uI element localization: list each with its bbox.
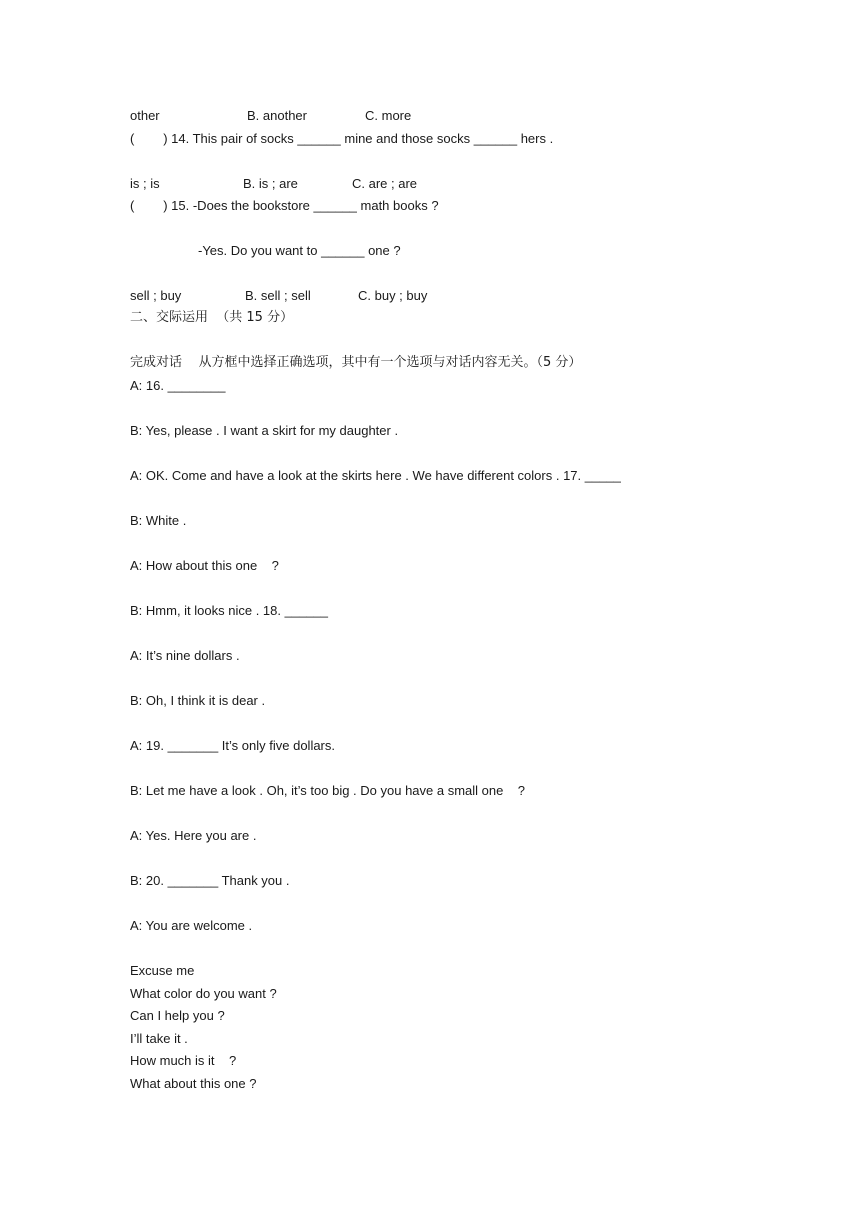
- q15-option-b: B. sell ; sell: [245, 288, 311, 303]
- q13-options: [130, 107, 412, 125]
- dialogue-line: A: 16. ________: [130, 378, 226, 393]
- dialogue-line: A: OK. Come and have a look at the skirts here . We have different colors . 17. _____: [130, 468, 621, 483]
- section-instructions: 完成对话 从方框中选择正确选项，其中有一个选项与对话内容无关。（5 分）: [130, 355, 582, 370]
- dialogue-line: B: Hmm, it looks nice . 18. ______: [130, 603, 328, 618]
- dialogue-line: B: White .: [130, 513, 187, 528]
- q14-option-b: B. is ; are: [243, 176, 298, 191]
- q15-reply: -Yes. Do you want to ______ one ?: [198, 243, 401, 258]
- dialogue-line: A: Yes. Here you are .: [130, 828, 257, 843]
- q13-option-b: B. another: [247, 108, 307, 123]
- dialogue-line: B: Let me have a look . Oh, it’s too big . Do you have a small one ?: [130, 783, 526, 798]
- q13-option-a: other: [130, 108, 160, 123]
- q15-stem: ( ) 15. -Does the bookstore ______ math books ?: [130, 198, 439, 213]
- q14-option-a: is ; is: [130, 176, 160, 191]
- q14-option-c: C. are ; are: [352, 176, 418, 191]
- choice-item: I’ll take it .: [130, 1031, 188, 1046]
- q15-options: [130, 287, 428, 305]
- q14-options: [130, 175, 418, 193]
- q15-option-a: sell ; buy: [130, 288, 182, 303]
- dialogue-line: A: It’s nine dollars .: [130, 648, 240, 663]
- q15-option-c: C. buy ; buy: [358, 288, 428, 303]
- dialogue-line: B: 20. _______ Thank you .: [130, 873, 290, 888]
- choice-item: Can I help you ?: [130, 1008, 225, 1023]
- section-heading: 二、交际运用 （共 15 分）: [130, 310, 294, 325]
- dialogue-line: A: How about this one ?: [130, 558, 279, 573]
- dialogue-line: B: Yes, please . I want a skirt for my daughter .: [130, 423, 399, 438]
- choice-item: How much is it ?: [130, 1053, 237, 1068]
- dialogue-line: B: Oh, I think it is dear .: [130, 693, 266, 708]
- q14-stem: ( ) 14. This pair of socks ______ mine and those socks ______ hers .: [130, 131, 554, 146]
- q13-option-c: C. more: [365, 108, 412, 123]
- dialogue-line: A: 19. _______ It’s only five dollars.: [130, 738, 335, 753]
- choice-item: What color do you want ?: [130, 986, 277, 1001]
- choice-item: What about this one ?: [130, 1076, 257, 1091]
- dialogue-line: A: You are welcome .: [130, 918, 253, 933]
- choice-item: Excuse me: [130, 963, 195, 978]
